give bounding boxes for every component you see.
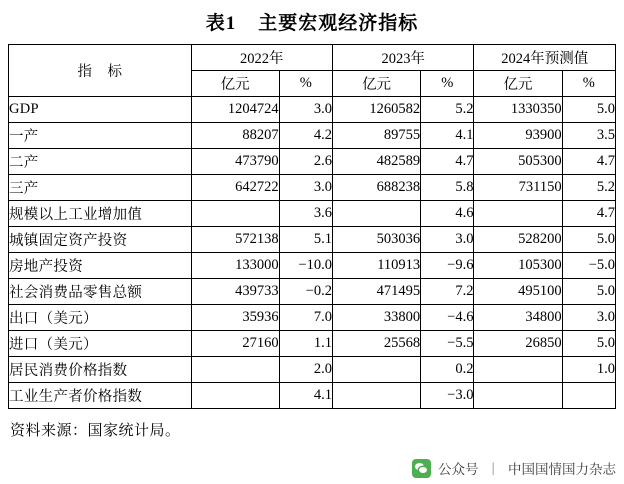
table-row [9, 279, 616, 305]
cell-2023-percent: −4.6 [421, 305, 474, 331]
cell-2022-percent: 4.1 [279, 383, 332, 409]
table-row [9, 383, 616, 409]
header-unit-2024-percent: % [562, 71, 615, 97]
cell-2023-amount: 1260582 [332, 97, 420, 123]
table-row [9, 175, 616, 201]
cell-2023-percent: −9.6 [421, 253, 474, 279]
row-label: 工业生产者价格指数 [9, 383, 192, 409]
row-label: 居民消费价格指数 [9, 357, 192, 383]
cell-2023-percent: 4.1 [421, 123, 474, 149]
cell-2023-amount [332, 357, 420, 383]
cell-2022-percent: 3.0 [279, 175, 332, 201]
cell-2024-amount [474, 383, 562, 409]
cell-2023-percent: 5.8 [421, 175, 474, 201]
cell-2024-percent [562, 383, 615, 409]
wechat-icon [412, 459, 431, 478]
cell-2022-percent: 2.0 [279, 357, 332, 383]
cell-2022-amount: 27160 [191, 331, 279, 357]
table-row [9, 201, 616, 227]
cell-2024-amount: 731150 [474, 175, 562, 201]
table-row [9, 305, 616, 331]
cell-2024-percent: 5.0 [562, 227, 615, 253]
cell-2022-amount: 572138 [191, 227, 279, 253]
cell-2022-amount: 473790 [191, 149, 279, 175]
row-label: 房地产投资 [9, 253, 192, 279]
cell-2024-percent: −5.0 [562, 253, 615, 279]
header-indicator: 指 标 [9, 45, 192, 97]
row-label: 规模以上工业增加值 [9, 201, 192, 227]
table-title [8, 0, 616, 44]
cell-2022-percent: −10.0 [279, 253, 332, 279]
cell-2024-percent: 5.0 [562, 331, 615, 357]
cell-2023-amount: 482589 [332, 149, 420, 175]
row-label: 二产 [9, 149, 192, 175]
cell-2022-percent: 7.0 [279, 305, 332, 331]
cell-2024-percent: 5.2 [562, 175, 615, 201]
cell-2023-amount: 688238 [332, 175, 420, 201]
cell-2023-percent: −3.0 [421, 383, 474, 409]
cell-2023-percent: 4.7 [421, 149, 474, 175]
cell-2022-percent: 1.1 [279, 331, 332, 357]
cell-2022-amount: 88207 [191, 123, 279, 149]
cell-2022-amount: 35936 [191, 305, 279, 331]
cell-2024-amount [474, 201, 562, 227]
cell-2022-amount: 133000 [191, 253, 279, 279]
header-row-groups [9, 45, 616, 71]
cell-2023-percent: 0.2 [421, 357, 474, 383]
cell-2024-percent: 5.0 [562, 279, 615, 305]
cell-2023-percent: 4.6 [421, 201, 474, 227]
footer-magazine-name: 中国国情国力杂志 [508, 462, 616, 477]
cell-2023-amount [332, 201, 420, 227]
cell-2024-amount: 93900 [474, 123, 562, 149]
footer-separator: 丨 [486, 462, 500, 477]
row-label: 进口（美元） [9, 331, 192, 357]
footer-account-label: 公众号 [438, 462, 479, 477]
cell-2024-amount: 105300 [474, 253, 562, 279]
row-label: 社会消费品零售总额 [9, 279, 192, 305]
cell-2023-amount: 89755 [332, 123, 420, 149]
cell-2022-amount [191, 201, 279, 227]
header-unit-2022-percent: % [279, 71, 332, 97]
table-title-text: 主要宏观经济指标 [258, 13, 419, 34]
header-unit-2023-amount: 亿元 [332, 71, 420, 97]
table-row [9, 331, 616, 357]
table-source-note: 资料来源：国家统计局。 [10, 423, 181, 439]
table-row [9, 227, 616, 253]
cell-2022-amount [191, 357, 279, 383]
cell-2024-percent: 1.0 [562, 357, 615, 383]
cell-2023-amount: 33800 [332, 305, 420, 331]
cell-2023-percent: 3.0 [421, 227, 474, 253]
cell-2023-amount: 471495 [332, 279, 420, 305]
cell-2023-amount [332, 383, 420, 409]
table-row [9, 253, 616, 279]
macro-indicators-table [8, 44, 616, 409]
row-label: 出口（美元） [9, 305, 192, 331]
cell-2022-percent: −0.2 [279, 279, 332, 305]
row-label: 一产 [9, 123, 192, 149]
cell-2023-amount: 503036 [332, 227, 420, 253]
cell-2024-amount: 495100 [474, 279, 562, 305]
table-number: 表1 [205, 13, 237, 34]
cell-2023-amount: 110913 [332, 253, 420, 279]
row-label: 三产 [9, 175, 192, 201]
header-year-2022: 2022年 [191, 45, 332, 71]
cell-2024-percent: 3.0 [562, 305, 615, 331]
header-unit-2022-amount: 亿元 [191, 71, 279, 97]
cell-2022-percent: 3.6 [279, 201, 332, 227]
cell-2022-percent: 2.6 [279, 149, 332, 175]
cell-2024-percent: 4.7 [562, 149, 615, 175]
cell-2024-amount: 1330350 [474, 97, 562, 123]
table-header [9, 45, 616, 97]
footer-watermark [8, 458, 616, 478]
table-body [9, 97, 616, 409]
table-row [9, 97, 616, 123]
cell-2022-percent: 5.1 [279, 227, 332, 253]
table-row [9, 357, 616, 383]
cell-2022-amount: 439733 [191, 279, 279, 305]
cell-2024-percent: 5.0 [562, 97, 615, 123]
cell-2022-amount [191, 383, 279, 409]
cell-2024-amount: 26850 [474, 331, 562, 357]
row-label: GDP [9, 97, 192, 123]
header-unit-2024-amount: 亿元 [474, 71, 562, 97]
header-year-2023: 2023年 [332, 45, 473, 71]
cell-2024-amount: 34800 [474, 305, 562, 331]
cell-2022-percent: 3.0 [279, 97, 332, 123]
row-label: 城镇固定资产投资 [9, 227, 192, 253]
header-year-2024-forecast: 2024年预测值 [474, 45, 616, 71]
cell-2023-percent: −5.5 [421, 331, 474, 357]
cell-2022-amount: 1204724 [191, 97, 279, 123]
cell-2023-percent: 5.2 [421, 97, 474, 123]
cell-2022-amount: 642722 [191, 175, 279, 201]
table-row [9, 149, 616, 175]
cell-2023-amount: 25568 [332, 331, 420, 357]
cell-2024-amount: 528200 [474, 227, 562, 253]
cell-2024-amount [474, 357, 562, 383]
cell-2024-percent: 3.5 [562, 123, 615, 149]
table-row [9, 123, 616, 149]
cell-2024-percent: 4.7 [562, 201, 615, 227]
cell-2023-percent: 7.2 [421, 279, 474, 305]
header-unit-2023-percent: % [421, 71, 474, 97]
cell-2024-amount: 505300 [474, 149, 562, 175]
cell-2022-percent: 4.2 [279, 123, 332, 149]
